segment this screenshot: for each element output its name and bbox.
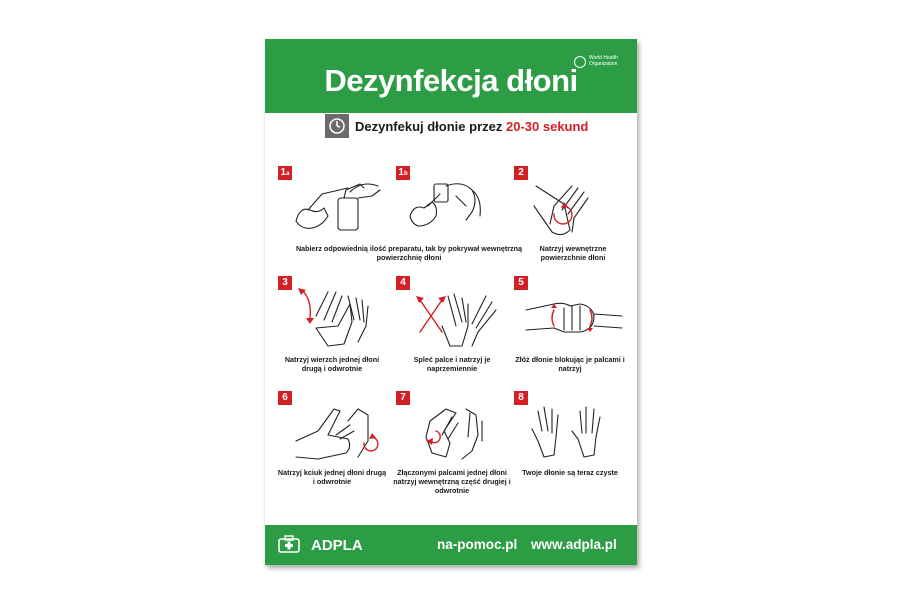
clock-icon [325,114,349,138]
caption-step-8: Twoje dłonie są teraz czyste [522,468,618,477]
interlaced-fingers-icon [406,286,506,356]
palms-rub-icon [524,176,624,246]
step-number: 2 [514,166,528,180]
website-link-adpla[interactable]: www.adpla.pl [531,537,617,552]
caption-step-4: Spleć palce i natrzyj je naprzemiennie [413,355,491,373]
caption-step-6: Natrzyj kciuk jednej dłoni drugą i odwrotnie [277,468,387,486]
caption-step-1: Nabierz odpowiednią ilość preparatu, tak by pokrywał wewnętrzną powierzchnię dłoni [295,244,523,262]
poster-header [265,39,637,113]
step-number: 6 [278,391,292,405]
hand-bottle-icon [406,176,506,246]
step-8 [514,391,632,499]
brand-name: ADPLA [311,537,363,554]
step-number: 3 [278,276,292,290]
fingertips-rub-icon [406,401,506,471]
step-number: 4 [396,276,410,290]
caption-step-5: Złóż dłonie blokując je palcami i natrzyj [515,355,625,373]
subtitle-highlight: 20-30 sekund [506,119,589,134]
poster-title: Dezynfekcja dłoni [324,63,578,98]
step-number: 7 [396,391,410,405]
first-aid-kit-icon [278,535,300,553]
step-number: 1b [396,166,410,180]
back-hand-rub-icon [288,286,388,356]
clean-hands-icon [524,401,624,471]
hand-dispenser-icon [288,176,388,246]
poster [265,39,637,565]
duration-instruction [325,114,605,138]
caption-step-3: Natrzyj wierzch jednej dłoni drugą i odwrotnie [284,355,380,373]
step-number: 8 [514,391,528,405]
step-number: 5 [514,276,528,290]
interlocked-fingers-icon [524,286,624,356]
thumb-rub-icon [288,401,388,471]
step-number: 1a [278,166,292,180]
caption-step-2: Natrzyj wewnętrzne powierzchnie dłoni [539,244,607,262]
subtitle-prefix: Dezynfekuj dłonie przez [355,119,503,134]
website-link-na-pomoc[interactable]: na-pomoc.pl [437,537,518,552]
caption-step-7: Złączonymi palcami jednej dłoni natrzyj wewnętrzną część drugiej i odwrotnie [393,468,511,495]
who-logo [574,55,634,71]
who-logo-text: World Health Organization [589,55,618,67]
who-globe-icon [574,56,586,68]
poster-footer [265,525,637,565]
